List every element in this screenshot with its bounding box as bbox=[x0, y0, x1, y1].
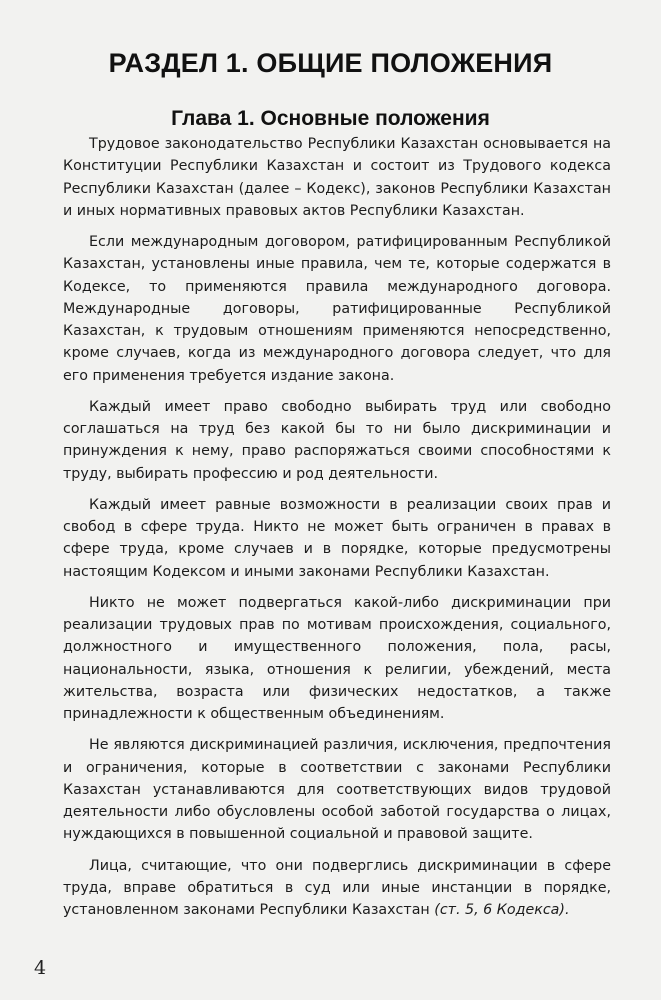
paragraph-7 bbox=[63, 855, 611, 922]
paragraph-3: Каждый имеет право свободно выбирать труд или свободно соглашаться на труд без какой бы то ни было дискриминации и принуждения к нему, право распоряжаться своими способностями к труду, выбирать профессию и род деятельности. bbox=[63, 398, 611, 482]
body-text bbox=[63, 133, 611, 930]
chapter-title: Глава 1. Основные положения bbox=[171, 107, 490, 131]
page-number: 4 bbox=[34, 957, 47, 979]
section-title: РАЗДЕЛ 1. ОБЩИЕ ПОЛОЖЕНИЯ bbox=[108, 48, 553, 79]
paragraph-5: Никто не может подвергаться какой-либо дискриминации при реализации трудовых прав по мотивам происхождения, социального, должностного и имущественного положения, пола, расы, национальности, языка, отношения к религии, убеждений, места жительства, возраста или физических недостатков, а также принадлежности к общественным объединениям. bbox=[63, 594, 611, 722]
citation: (ст. 5, 6 Кодекса). bbox=[434, 902, 570, 918]
paragraph-4: Каждый имеет равные возможности в реализации своих прав и свобод в сфере труда. Никто не может быть ограничен в правах в сфере труда, кроме случаев и в порядке, которые предусмотрены настоящим Кодексом и иными законами Республики Казахстан. bbox=[63, 496, 611, 580]
paragraph-6: Не являются дискриминацией различия, исключения, предпочтения и ограничения, которые в соответствии с законами Республики Казахстан устанавливаются для соответствующих видов трудовой деятельности либо обусловлены особой заботой государства о лицах, нуждающихся в повышенной социальной и правовой защите. bbox=[63, 737, 611, 843]
paragraph-7-text: Лица, считающие, что они подверглись дискриминации в сфере труда, вправе обратиться в суд или иные инстанции в порядке, установленном законами Республики Казахстан bbox=[63, 857, 611, 918]
paragraph-1: Трудовое законодательство Республики Казахстан основывается на Конституции Республики Казахстан и состоит из Трудового кодекса Республики Казахстан (далее – Кодекс), законов Республики Казахстан и иных нормативных правовых актов Республики Казахстан. bbox=[63, 136, 611, 219]
paragraph-2: Если международным договором, ратифицированным Республикой Казахстан, установлены иные правила, чем те, которые содержатся в Кодексе, то применяются правила международного договора. Международные договоры, ратифицированные Республикой Казахстан, к трудовым отношениям применяются непосредственно, кроме случаев, когда из международного договора следует, что для его применения требуется издание закона. bbox=[63, 234, 611, 384]
